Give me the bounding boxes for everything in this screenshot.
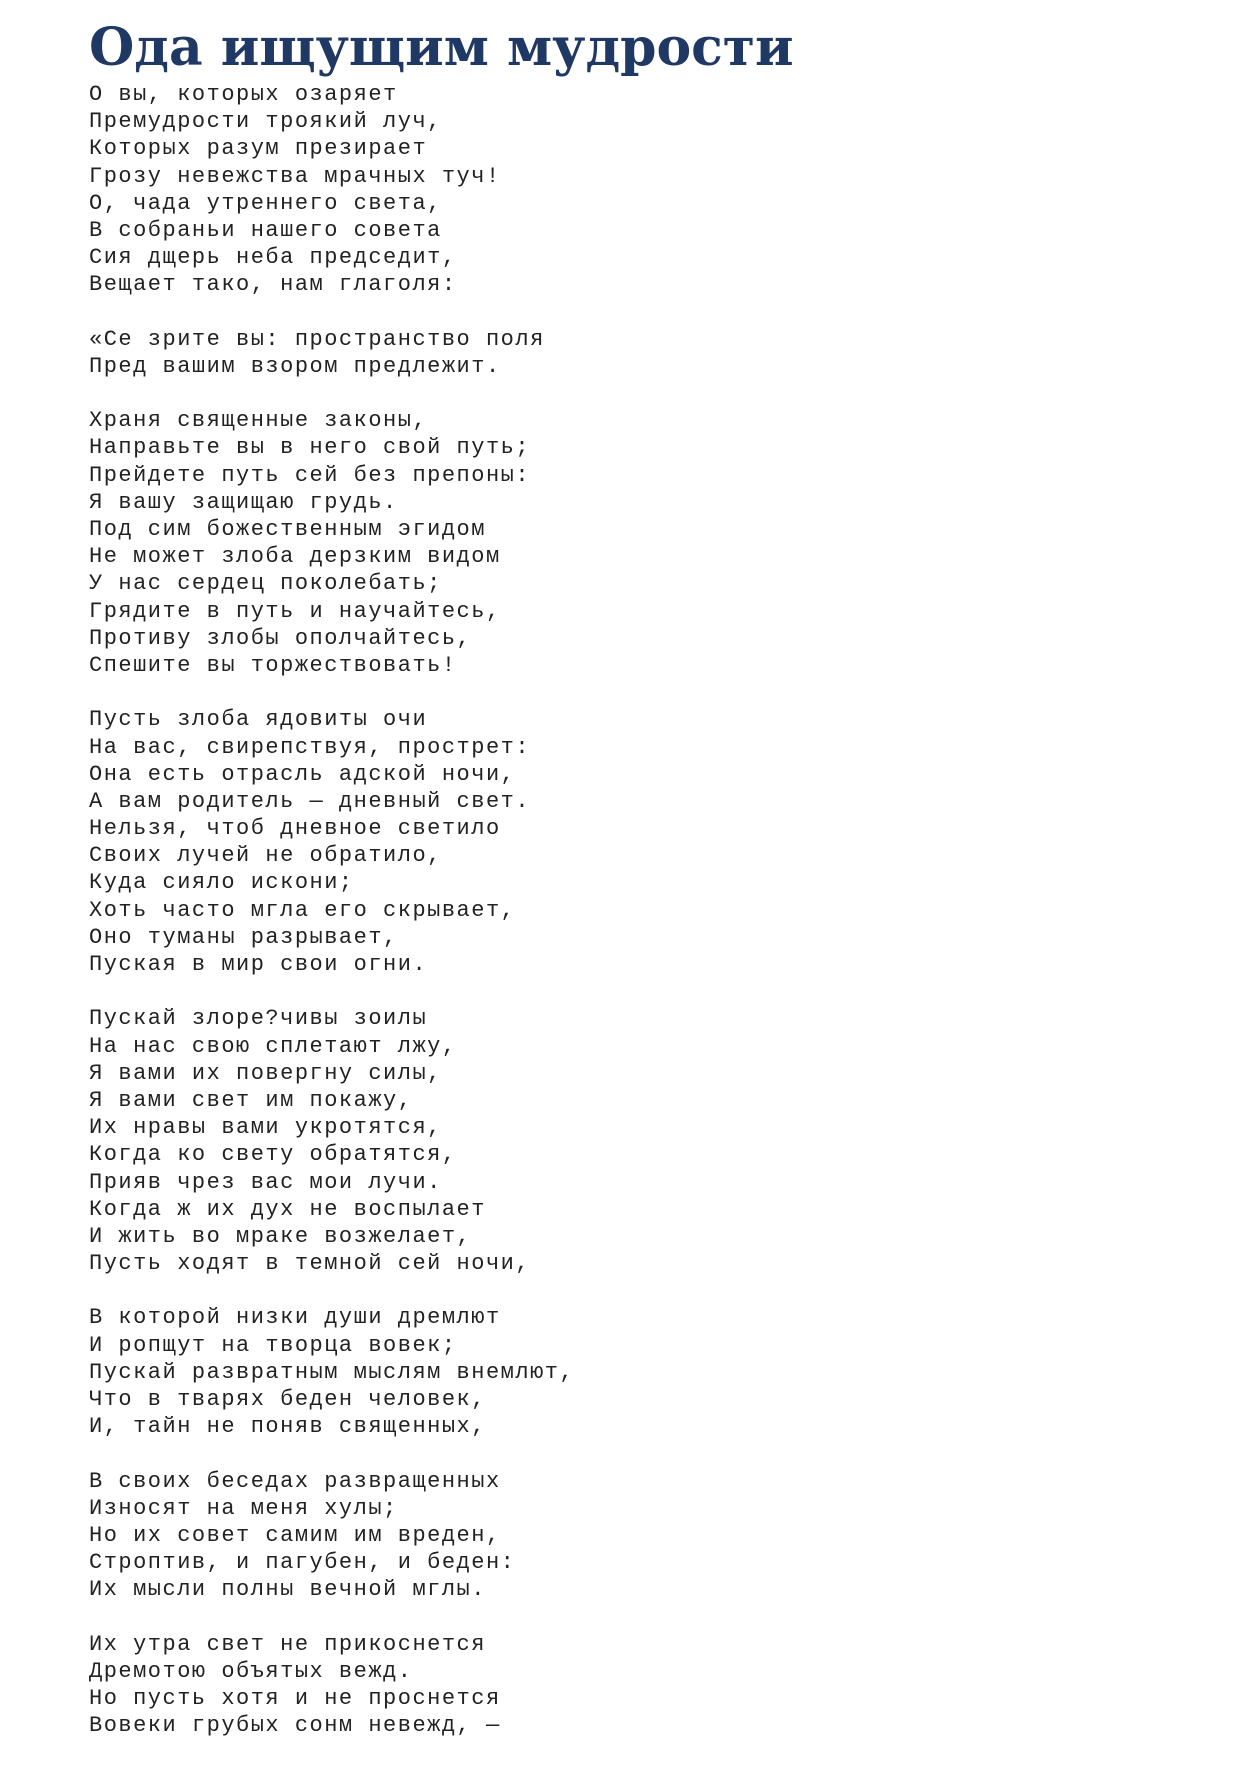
poem-line: Их утра свет не прикоснется [89,1631,486,1657]
document-page [89,0,1189,1739]
poem-line: Куда сияло искони; [89,870,354,896]
poem-line: Не может злоба дерзким видом [89,544,501,570]
poem-line: В которой низки души дремлют [89,1305,501,1331]
poem-line: У нас сердец поколебать; [89,571,442,597]
poem-stanza [89,1468,574,1604]
poem-line: Оно туманы разрывает, [89,924,398,950]
poem-line: И ропщут на творца вовек; [89,1332,457,1358]
poem-stanza [89,1304,574,1440]
poem-line: Она есть отрасль адской ночи, [89,761,516,787]
poem-line: Их мысли полны вечной мглы. [89,1577,486,1603]
poem-stanza [89,326,574,380]
poem-line: Сия дщерь неба председит, [89,245,457,271]
poem-line: Хоть часто мгла его скрывает, [89,897,516,923]
poem-line: В собраньи нашего совета [89,217,442,243]
poem-stanza [89,1631,574,1740]
poem-line: Пускай злоре?чивы зоилы [89,1006,428,1032]
poem-line: Прияв чрез вас мои лучи. [89,1169,442,1195]
poem-line: Которых разум презирает [89,136,428,162]
poem-line: Их нравы вами укротятся, [89,1115,442,1141]
poem-line: Когда ко свету обратятся, [89,1142,457,1168]
poem-line: О, чада утреннего света, [89,190,442,216]
page-title: Ода ищущим мудрости [89,17,794,78]
poem-line: Я вашу защищаю грудь. [89,489,398,515]
poem-line: «Се зрите вы: пространство поля [89,326,545,352]
poem-line: Своих лучей не обратило, [89,843,442,869]
poem-line: Я вами их повергну силы, [89,1060,442,1086]
poem-line: А вам родитель — дневный свет. [89,788,531,814]
poem-line: О вы, которых озаряет [89,82,398,107]
poem-line: Строптив, и пагубен, и беден: [89,1550,516,1576]
poem-line: Пуская в мир свои огни. [89,952,428,977]
poem-line: Храня священные законы, [89,408,428,434]
poem-line: И, тайн не поняв священных, [89,1414,486,1440]
poem-line: Под сим божественным эгидом [89,517,486,542]
poem-line: Прейдете путь сей без препоны: [89,462,531,488]
poem-line: Премудрости троякий луч, [89,109,442,135]
poem-line: Противу злобы ополчайтесь, [89,625,472,651]
poem-line: На вас, свирепствуя, прострет: [89,734,531,760]
poem-line: Что в тварях беден человек, [89,1387,486,1412]
poem-line: Спешите вы торжествовать! [89,652,457,678]
poem-line: Направьте вы в него свой путь; [89,435,531,461]
poem-stanza [89,407,574,679]
poem-line: Пусть ходят в темной сей ночи, [89,1251,531,1277]
poem-line: Износят на меня хулы; [89,1495,398,1521]
poem-line: В своих беседах развращенных [89,1468,501,1494]
poem-line: Пускай развратным мыслям внемлют, [89,1359,575,1385]
poem-line: Я вами свет им покажу, [89,1087,413,1113]
poem-line: Грозу невежства мрачных туч! [89,163,501,189]
poem-body [89,81,574,1767]
poem-line: И жить во мраке возжелает, [89,1223,472,1249]
poem-line: Когда ж их дух не воспылает [89,1196,486,1222]
poem-line: Но их совет самим им вреден, [89,1522,501,1548]
poem-line: Пред вашим взором предлежит. [89,353,501,379]
poem-line: Грядите в путь и научайтесь, [89,598,501,624]
poem-line: Нельзя, чтоб дневное светило [89,816,501,842]
poem-stanza [89,706,574,978]
poem-line: Пусть злоба ядовиты очи [89,707,428,733]
poem-line: На нас свою сплетают лжу, [89,1033,457,1059]
poem-line: Дремотою объятых вежд. [89,1658,413,1684]
poem-stanza [89,81,574,299]
poem-line: Вещает тако, нам глаголя: [89,272,457,298]
poem-stanza [89,1005,574,1277]
poem-line: Вовеки грубых сонм невежд, — [89,1713,501,1739]
poem-line: Но пусть хотя и не проснется [89,1686,501,1712]
